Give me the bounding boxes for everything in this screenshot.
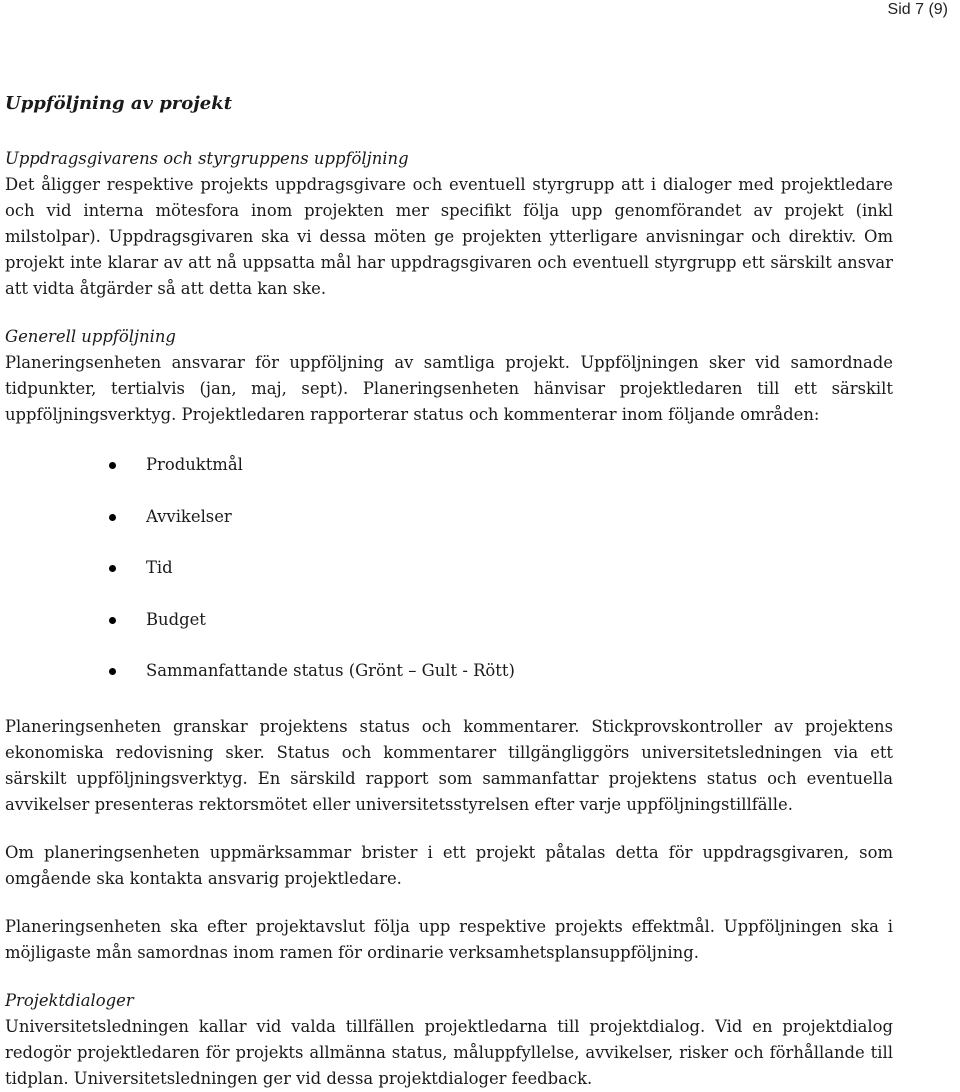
section-heading: Projektdialoger — [5, 991, 134, 1010]
paragraph-brister: Om planeringsenheten uppmärksammar brister i ett projekt påtalas detta för uppdragsgivaren, som omgående ska kontakta ansvarig projektledare. — [5, 843, 893, 888]
section-paragraph: Universitetsledningen kallar vid valda tillfällen projektledarna till projektdialog. Vid en projektdialog redogör projektledaren för projekts allmänna status, måluppfyllelse, avvikelser, risker och förhållande till tidplan. Universitetsledningen ger vid dessa projektdialoger feedback. — [5, 1017, 893, 1088]
section-generell-uppfoljning — [5, 324, 893, 428]
list-item-label: Budget — [146, 609, 206, 629]
document-body — [5, 90, 893, 1092]
status-areas-list — [5, 452, 893, 684]
page-number: Sid 7 (9) — [887, 1, 948, 18]
list-item — [5, 607, 893, 633]
section-paragraph: Planeringsenheten ansvarar för uppföljning av samtliga projekt. Uppföljningen sker vid samordnade tidpunkter, tertialvis (jan, maj, sept). Planeringsenheten hänvisar projektledaren till ett särskilt uppföljningsverktyg. Projektledaren rapporterar status och kommenterar inom följande områden: — [5, 353, 893, 424]
bullet-icon — [109, 514, 116, 521]
paragraph-granskning: Planeringsenheten granskar projektens status och kommentarer. Stickprovskontroller av projektens ekonomiska redovisning sker. Status och kommentarer tillgängliggörs universitetsledningen via ett särskilt uppföljningsverktyg. En särskild rapport som sammanfattar projektens status och eventuella avvikelser presenteras rektorsmötet eller universitetsstyrelsen efter varje uppföljningstillfälle. — [5, 717, 893, 814]
list-item-label: Tid — [146, 558, 173, 577]
list-item-label: Sammanfattande status (Grönt – Gult - Rött) — [146, 661, 515, 680]
list-item — [5, 555, 893, 581]
section-heading: Uppdragsgivarens och styrgruppens uppföljning — [5, 149, 409, 168]
bullet-icon — [109, 462, 116, 469]
document-title: Uppföljning av projekt — [5, 93, 233, 114]
section-uppdragsgivare — [5, 146, 893, 302]
list-item — [5, 658, 893, 684]
bullet-icon — [109, 617, 116, 624]
bullet-icon — [109, 565, 116, 572]
bullet-icon — [109, 668, 116, 675]
section-paragraph: Det åligger respektive projekts uppdragsgivare och eventuell styrgrupp att i dialoger med projektledare och vid interna mötesfora inom projekten mer specifikt följa upp genomförandet av projekt (inkl milstolpar). Uppdragsgivaren ska vi dessa möten ge projekten ytterligare anvisningar och direktiv. Om projekt inte klarar av att nå uppsatta mål har uppdragsgivaren och eventuell styrgrupp ett särskilt ansvar att vidta åtgärder så att detta kan ske. — [5, 175, 893, 298]
paragraph-effektmal: Planeringsenheten ska efter projektavslut följa upp respektive projekts effektmål. Uppföljningen ska i möjligaste mån samordnas inom ramen för ordinarie verksamhetsplansuppföljning. — [5, 917, 893, 962]
list-item — [5, 452, 893, 478]
list-item-label: Avvikelser — [146, 506, 232, 526]
section-projektdialoger — [5, 988, 893, 1092]
list-item-label: Produktmål — [146, 455, 243, 474]
list-item — [5, 504, 893, 530]
section-heading: Generell uppföljning — [5, 327, 176, 346]
